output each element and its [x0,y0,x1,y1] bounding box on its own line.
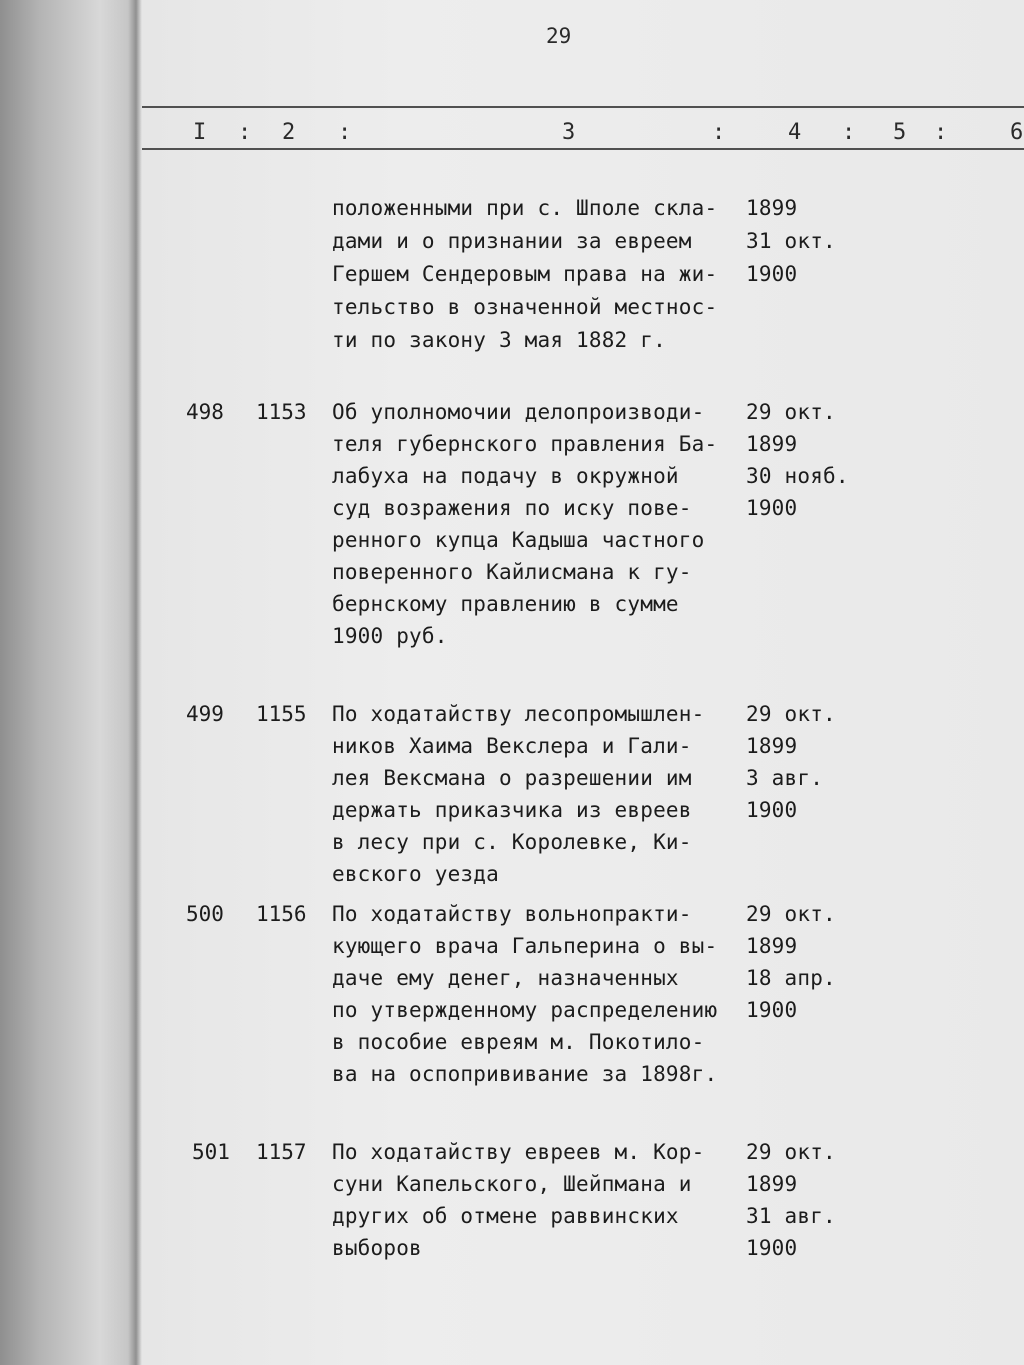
entry-text-line: теля губернского правления Ба- [332,432,718,456]
column-separator: : [934,120,948,145]
entry-text-line: выборов [332,1236,422,1260]
entry-text-line: Гершем Сендеровым права на жи- [332,262,718,286]
entry-date-line: 30 нояб. [746,464,849,488]
column-separator: : [238,120,252,145]
entry-text-line: ти по закону 3 мая 1882 г. [332,328,666,352]
entry-text-line: евского уезда [332,862,499,886]
entry-text-line: ников Хаима Векслера и Гали- [332,734,692,758]
entry-text-line: по утвержденному распределению [332,998,718,1022]
entry-date-line: 1899 [746,934,798,958]
entry-date-line: 1899 [746,196,798,220]
entry-date-line: 1900 [746,1236,798,1260]
entry-code: 1157 [256,1140,307,1164]
entry-date-line: 29 окт. [746,702,836,726]
entry-number: 498 [186,400,224,424]
entry-date-line: 1899 [746,432,798,456]
column-header: 5 [893,120,907,145]
entry-text-line: кующего врача Гальперина о вы- [332,934,718,958]
entry-date-line: 29 окт. [746,400,836,424]
entry-text-line: других об отмене раввинских [332,1204,679,1228]
entry-text-line: дами и о признании за евреем [332,229,692,253]
entry-text-line: По ходатайству евреев м. Кор- [332,1140,705,1164]
entry-text-line: даче ему денег, назначенных [332,966,679,990]
entry-date-line: 18 апр. [746,966,836,990]
entry-text-line: в пособие евреям м. Покотило- [332,1030,705,1054]
column-separator: : [338,120,352,145]
column-header: 2 [282,120,296,145]
entry-text-line: Об уполномочии делопроизводи- [332,400,705,424]
entry-number: 499 [186,702,224,726]
entry-text-line: в лесу при с. Королевке, Ки- [332,830,692,854]
column-separator: : [842,120,856,145]
entry-code: 1153 [256,400,307,424]
entry-text-line: лея Вексмана о разрешении им [332,766,692,790]
entry-date-line: 29 окт. [746,1140,836,1164]
entry-date-line: 1899 [746,1172,798,1196]
header-bottom-rule [142,148,1024,150]
column-header: 6 [1010,120,1024,145]
entry-date-line: 31 окт. [746,229,836,253]
entry-date-line: 1900 [746,262,798,286]
entry-text-line: ренного купца Кадыша частного [332,528,705,552]
entry-text-line: По ходатайству вольнопракти- [332,902,692,926]
column-separator: : [712,120,726,145]
entry-date-line: 3 авг. [746,766,824,790]
entry-text-line: бернскому правлению в сумме [332,592,679,616]
entry-text-line: держать приказчика из евреев [332,798,692,822]
page-number: 29 [546,24,572,48]
entry-text-line: 1900 руб. [332,624,448,648]
column-header: 4 [788,120,802,145]
entry-text-line: тельство в означенной местнос- [332,295,718,319]
adjacent-page-edge [0,0,140,1365]
entry-number: 501 [192,1140,230,1164]
entry-text-line: суни Капельского, Шейпмана и [332,1172,692,1196]
entry-date-line: 1900 [746,496,798,520]
header-top-rule [142,106,1024,108]
column-header: 3 [562,120,576,145]
entry-text-line: поверенного Кайлисмана к гу- [332,560,692,584]
entry-text-line: суд возражения по иску пове- [332,496,692,520]
entry-code: 1155 [256,702,307,726]
entry-text-line: положенными при с. Шполе скла- [332,196,718,220]
column-header: I [193,120,207,145]
entry-date-line: 1899 [746,734,798,758]
entry-date-line: 1900 [746,998,798,1022]
entry-text-line: ва на оспопрививание за 1898г. [332,1062,718,1086]
entry-date-line: 29 окт. [746,902,836,926]
entry-text-line: лабуха на подачу в окружной [332,464,679,488]
entry-number: 500 [186,902,224,926]
entry-code: 1156 [256,902,307,926]
entry-text-line: По ходатайству лесопромышлен- [332,702,705,726]
entry-date-line: 31 авг. [746,1204,836,1228]
entry-date-line: 1900 [746,798,798,822]
